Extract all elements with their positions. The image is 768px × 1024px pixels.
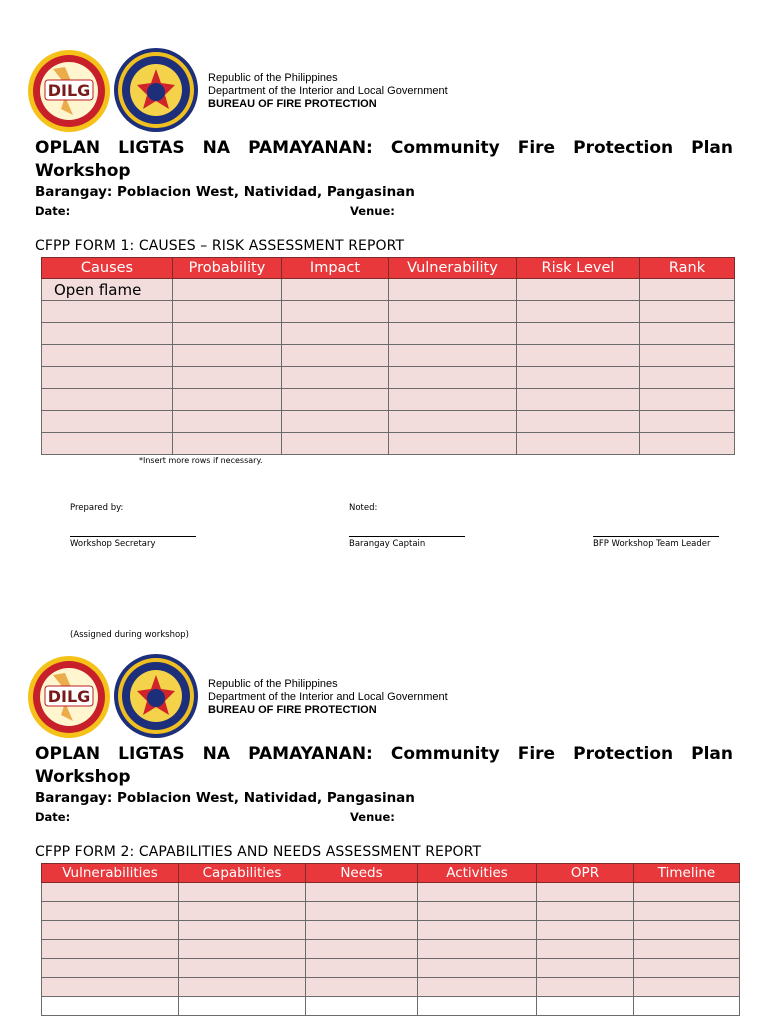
table-cell <box>537 902 634 921</box>
table-row <box>42 301 735 323</box>
table-row <box>42 345 735 367</box>
table-cell <box>42 902 179 921</box>
table-cell <box>173 433 282 455</box>
noted-label: Noted: <box>349 503 378 513</box>
table-cell <box>179 883 306 902</box>
table-cell <box>173 345 282 367</box>
bfp-seal <box>113 47 199 133</box>
table-cell <box>173 279 282 301</box>
header-agency-block <box>208 72 448 111</box>
table-cell <box>282 345 389 367</box>
col-header-risk-level: Risk Level <box>517 258 640 279</box>
table-cell <box>640 323 735 345</box>
table-cell <box>389 301 517 323</box>
col-header-capabilities: Capabilities <box>179 864 306 883</box>
table-cell <box>418 997 537 1016</box>
dilg-logo-text: DILG <box>47 81 91 100</box>
table-cell <box>517 279 640 301</box>
table-row <box>42 367 735 389</box>
venue-label: Venue: <box>350 810 395 824</box>
table-cell <box>517 323 640 345</box>
table-row <box>42 411 735 433</box>
table-cell <box>389 345 517 367</box>
table-row <box>42 323 735 345</box>
col-header-vulnerabilities: Vulnerabilities <box>42 864 179 883</box>
table-cell <box>179 921 306 940</box>
col-header-causes: Causes <box>42 258 173 279</box>
table-cell <box>634 902 740 921</box>
header-line3: BUREAU OF FIRE PROTECTION <box>208 98 377 110</box>
date-label: Date: <box>35 810 71 824</box>
table-cell <box>306 997 418 1016</box>
table-cell <box>517 345 640 367</box>
table-cell <box>306 959 418 978</box>
barangay-line: Barangay: Poblacion West, Natividad, Pangasinan <box>35 790 415 806</box>
title-line1: OPLAN LIGTAS NA PAMAYANAN: Community Fire Protection Plan <box>35 744 733 764</box>
table-cell <box>179 997 306 1016</box>
signature-line <box>593 536 719 537</box>
table-cell <box>42 883 179 902</box>
table-cell <box>42 997 179 1016</box>
table-cell <box>389 389 517 411</box>
col-header-vulnerability: Vulnerability <box>389 258 517 279</box>
sig-bfp-team-leader: BFP Workshop Team Leader <box>593 539 711 549</box>
table-cell <box>42 978 179 997</box>
table-cell <box>42 921 179 940</box>
table-row <box>42 997 740 1016</box>
table-cell <box>517 433 640 455</box>
table-row <box>42 959 740 978</box>
table-cell <box>179 959 306 978</box>
table-cell <box>634 940 740 959</box>
title-line2: Workshop <box>35 161 131 181</box>
date-label: Date: <box>35 204 71 218</box>
bfp-seal <box>113 653 199 739</box>
table-cell <box>42 389 173 411</box>
table-cell <box>42 367 173 389</box>
table-cell <box>418 883 537 902</box>
table-cell <box>173 411 282 433</box>
venue-label: Venue: <box>350 204 395 218</box>
header-line1: Republic of the Philippines <box>208 678 338 690</box>
header-line2: Department of the Interior and Local Government <box>208 85 448 97</box>
table-cell <box>173 301 282 323</box>
table-row <box>42 279 735 301</box>
table-cell <box>42 301 173 323</box>
table-cell <box>42 345 173 367</box>
table-cell <box>42 433 173 455</box>
table-cell <box>537 883 634 902</box>
sig-barangay-captain: Barangay Captain <box>349 539 426 549</box>
prepared-by-label: Prepared by: <box>70 503 124 513</box>
table-cell <box>389 367 517 389</box>
table-cell <box>640 389 735 411</box>
table-cell <box>517 301 640 323</box>
table-row <box>42 902 740 921</box>
table-cell <box>418 940 537 959</box>
table-row <box>42 883 740 902</box>
table-row <box>42 921 740 940</box>
table-cell <box>282 411 389 433</box>
col-header-opr: OPR <box>537 864 634 883</box>
table-cell <box>306 940 418 959</box>
header-line1: Republic of the Philippines <box>208 72 338 84</box>
dilg-seal <box>27 49 111 133</box>
table-cell <box>640 301 735 323</box>
table-cell <box>640 433 735 455</box>
table-cell <box>418 902 537 921</box>
table-cell: Open flame <box>42 279 173 301</box>
table-cell <box>282 323 389 345</box>
header-line3: BUREAU OF FIRE PROTECTION <box>208 704 377 716</box>
dilg-seal <box>27 655 111 739</box>
table-cell <box>306 921 418 940</box>
table-cell <box>537 997 634 1016</box>
table-cell <box>634 978 740 997</box>
insert-rows-note: *Insert more rows if necessary. <box>139 456 263 465</box>
form2-title: CFPP FORM 2: CAPABILITIES AND NEEDS ASSESSMENT REPORT <box>35 844 482 860</box>
table-cell <box>418 959 537 978</box>
table-cell <box>282 389 389 411</box>
table-cell <box>418 921 537 940</box>
page-title <box>35 137 733 183</box>
col-header-needs: Needs <box>306 864 418 883</box>
table-cell <box>306 902 418 921</box>
table-cell <box>306 978 418 997</box>
barangay-line: Barangay: Poblacion West, Natividad, Pangasinan <box>35 184 415 200</box>
table-cell <box>389 411 517 433</box>
table-cell <box>173 389 282 411</box>
title-line2: Workshop <box>35 767 131 787</box>
header-agency-block <box>208 678 448 717</box>
col-header-activities: Activities <box>418 864 537 883</box>
table-cell <box>537 978 634 997</box>
table-cell <box>517 389 640 411</box>
table-cell <box>537 940 634 959</box>
col-header-probability: Probability <box>173 258 282 279</box>
risk-assessment-table <box>41 257 735 455</box>
table-cell <box>389 323 517 345</box>
table-cell <box>640 367 735 389</box>
table-cell <box>640 411 735 433</box>
table-cell <box>42 940 179 959</box>
title-line1: OPLAN LIGTAS NA PAMAYANAN: Community Fire Protection Plan <box>35 138 733 158</box>
table-cell <box>634 883 740 902</box>
table-cell <box>389 279 517 301</box>
signature-line <box>70 536 196 537</box>
page-title <box>35 743 733 789</box>
assigned-note: (Assigned during workshop) <box>70 630 189 640</box>
table-cell <box>418 978 537 997</box>
table-cell <box>640 345 735 367</box>
table-cell <box>179 940 306 959</box>
col-header-impact: Impact <box>282 258 389 279</box>
table-cell <box>42 323 173 345</box>
table-cell <box>634 921 740 940</box>
table-cell <box>42 411 173 433</box>
table-cell <box>282 279 389 301</box>
table-cell <box>389 433 517 455</box>
table-cell <box>537 921 634 940</box>
table-cell <box>634 959 740 978</box>
table-row <box>42 940 740 959</box>
col-header-rank: Rank <box>640 258 735 279</box>
table-cell <box>517 411 640 433</box>
capabilities-needs-table <box>41 863 740 1016</box>
table-cell <box>634 997 740 1016</box>
table-row <box>42 433 735 455</box>
table-cell <box>42 959 179 978</box>
col-header-timeline: Timeline <box>634 864 740 883</box>
table-cell <box>173 367 282 389</box>
table-cell <box>306 883 418 902</box>
table-cell <box>173 323 282 345</box>
table-cell <box>282 433 389 455</box>
table-row <box>42 978 740 997</box>
signature-line <box>349 536 465 537</box>
table-cell <box>640 279 735 301</box>
table-cell <box>179 978 306 997</box>
dilg-logo-text: DILG <box>47 687 91 706</box>
form1-title: CFPP FORM 1: CAUSES – RISK ASSESSMENT REPORT <box>35 238 405 254</box>
sig-workshop-secretary: Workshop Secretary <box>70 539 156 549</box>
table-cell <box>537 959 634 978</box>
table-row <box>42 389 735 411</box>
table-cell <box>179 902 306 921</box>
header-line2: Department of the Interior and Local Government <box>208 691 448 703</box>
table-cell <box>517 367 640 389</box>
table-cell <box>282 367 389 389</box>
table-cell <box>282 301 389 323</box>
